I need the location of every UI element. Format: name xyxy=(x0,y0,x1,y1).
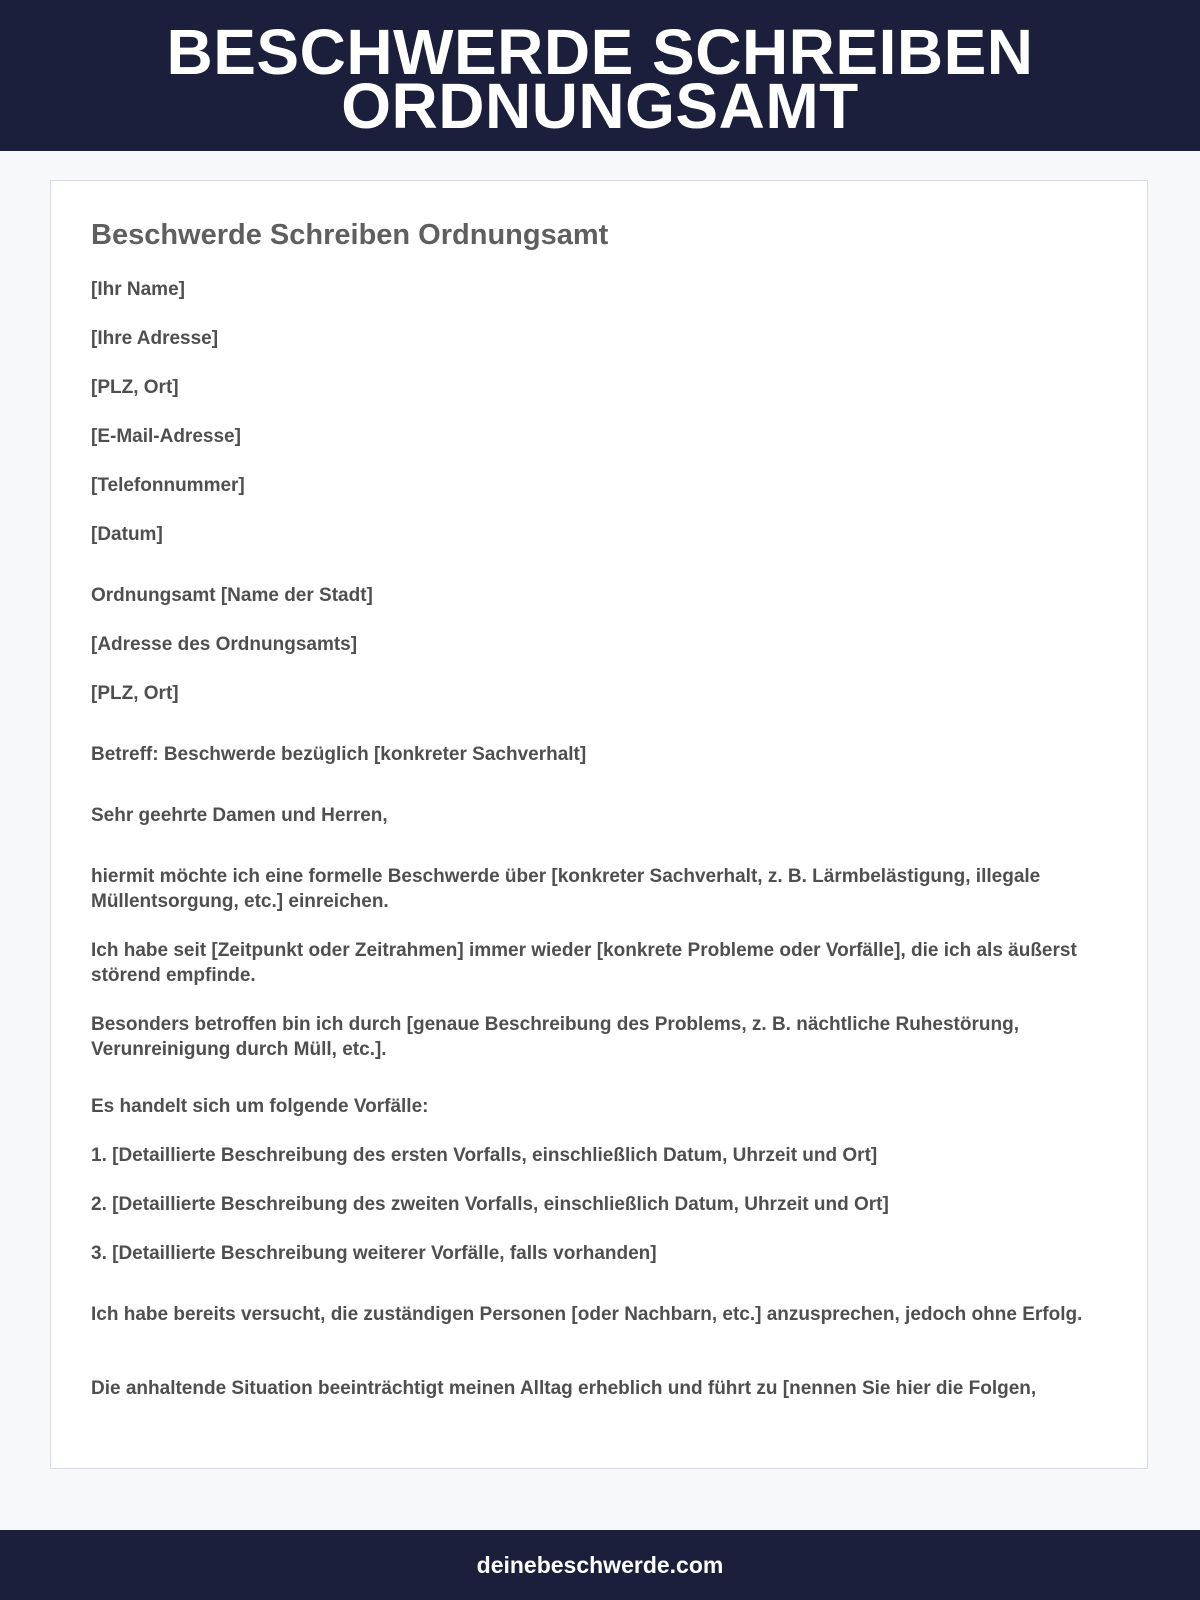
page-title-line-1: BESCHWERDE SCHREIBEN xyxy=(166,16,1034,88)
header-banner xyxy=(0,0,1200,151)
sender-name: [Ihr Name] xyxy=(91,279,185,300)
sender-email: [E-Mail-Adresse] xyxy=(91,426,241,447)
incidents-intro: Es handelt sich um folgende Vorfälle: xyxy=(91,1096,429,1117)
page-title-line-2: ORDNUNGSAMT xyxy=(341,70,859,142)
recipient-address: [Adresse des Ordnungsamts] xyxy=(91,634,358,655)
letter-subject: Betreff: Beschwerde bezüglich [konkreter Sachverhalt] xyxy=(91,744,587,765)
body-paragraph: Ich habe seit [Zeitpunkt oder Zeitrahmen] immer wieder [konkrete Probleme oder Vorfälle], die ich als äußerst störend empfinde. xyxy=(91,940,1077,986)
sender-zip-city: [PLZ, Ort] xyxy=(91,377,179,398)
incident-item: 1. [Detaillierte Beschreibung des ersten Vorfalls, einschließlich Datum, Uhrzeit und Ort] xyxy=(91,1145,878,1166)
recipient-name: Ordnungsamt [Name der Stadt] xyxy=(91,585,373,606)
incident-item: 2. [Detaillierte Beschreibung des zweiten Vorfalls, einschließlich Datum, Uhrzeit und Ort] xyxy=(91,1194,889,1215)
letter-salutation: Sehr geehrte Damen und Herren, xyxy=(91,805,388,826)
footer-site-link[interactable]: deinebeschwerde.com xyxy=(476,1552,724,1578)
body-paragraph: hiermit möchte ich eine formelle Beschwerde über [konkreter Sachverhalt, z. B. Lärmbelästigung, illegale Müllentsorgung, etc.] einreichen. xyxy=(91,866,1041,912)
incident-item: 3. [Detaillierte Beschreibung weiterer Vorfälle, falls vorhanden] xyxy=(91,1243,657,1264)
sender-address: [Ihre Adresse] xyxy=(91,328,219,349)
closing-paragraph: Die anhaltende Situation beeinträchtigt meinen Alltag erheblich und führt zu [nennen Sie hier die Folgen, xyxy=(91,1378,1037,1399)
footer-bar xyxy=(0,1530,1200,1600)
body-paragraph: Besonders betroffen bin ich durch [genaue Beschreibung des Problems, z. B. nächtliche Ruhestörung, Verunreinigung durch Müll, etc.]. xyxy=(91,1014,1019,1060)
letter-date: [Datum] xyxy=(91,524,163,545)
sender-phone: [Telefonnummer] xyxy=(91,475,245,496)
recipient-zip-city: [PLZ, Ort] xyxy=(91,683,179,704)
closing-paragraph: Ich habe bereits versucht, die zuständigen Personen [oder Nachbarn, etc.] anzusprechen, jedoch ohne Erfolg. xyxy=(91,1304,1083,1325)
letter-title: Beschwerde Schreiben Ordnungsamt xyxy=(91,219,609,251)
page-title xyxy=(0,0,1200,142)
letter-card xyxy=(50,180,1148,1469)
